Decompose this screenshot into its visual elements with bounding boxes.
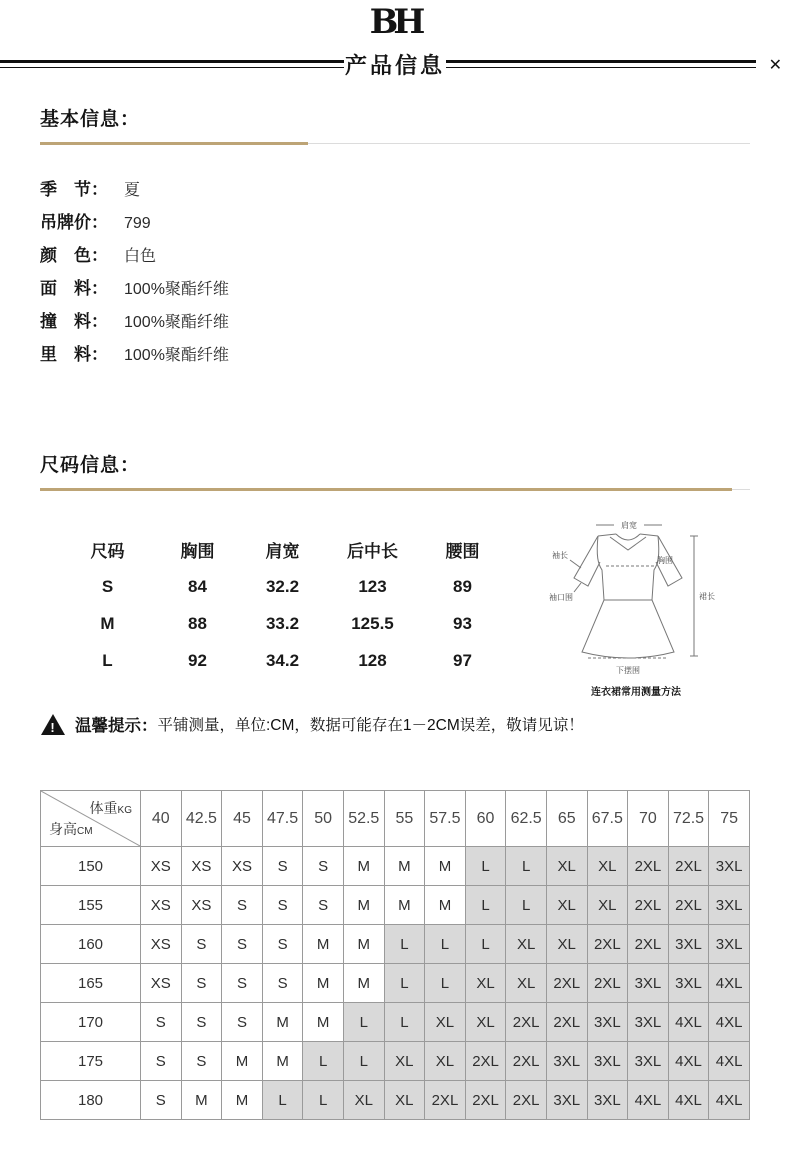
- recommend-size-cell: S: [181, 925, 222, 964]
- info-label: 面 料：: [40, 279, 108, 298]
- weight-header-cell: 72.5: [668, 791, 709, 847]
- height-cell: 155: [41, 886, 141, 925]
- size-cell: L: [102, 650, 113, 670]
- recommend-size-cell: S: [141, 1081, 182, 1120]
- recommend-size-cell: XS: [181, 847, 222, 886]
- recommend-size-cell: XS: [141, 925, 182, 964]
- weight-header-cell: 47.5: [262, 791, 303, 847]
- notice-bar: [40, 712, 584, 736]
- info-value: 799: [124, 215, 151, 232]
- size-cell: 34.2: [265, 650, 300, 670]
- height-cell: 150: [41, 847, 141, 886]
- chart-row: [41, 964, 750, 1003]
- recommend-size-cell: 3XL: [709, 847, 750, 886]
- size-table-body: [60, 568, 505, 679]
- recommend-size-cell: 3XL: [587, 1042, 628, 1081]
- weight-header-cell: 70: [628, 791, 669, 847]
- height-cell: 165: [41, 964, 141, 1003]
- info-label: 季 节：: [40, 180, 108, 199]
- recommend-size-cell: L: [343, 1003, 384, 1042]
- recommend-size-cell: 3XL: [628, 1003, 669, 1042]
- info-value: 白色: [124, 248, 157, 265]
- basic-info-rows: [40, 175, 750, 373]
- weight-header-cell: 60: [465, 791, 506, 847]
- weight-header-cell: 57.5: [425, 791, 466, 847]
- recommend-size-cell: M: [181, 1081, 222, 1120]
- recommend-size-cell: S: [303, 847, 344, 886]
- recommend-size-cell: S: [181, 964, 222, 1003]
- recommend-size-cell: S: [181, 1042, 222, 1081]
- chart-row: [41, 1042, 750, 1081]
- recommend-size-cell: XL: [546, 925, 587, 964]
- recommend-size-cell: L: [506, 886, 547, 925]
- chart-row: [41, 925, 750, 964]
- size-cell: 84: [188, 576, 207, 596]
- cuff-girth-label: 袖口围: [549, 593, 573, 602]
- info-label: 吊牌价：: [40, 213, 108, 232]
- size-table-header-row: [60, 531, 505, 568]
- size-row: [60, 642, 505, 679]
- weight-header-cell: 75: [709, 791, 750, 847]
- size-cell: M: [100, 613, 115, 633]
- chart-corner-cell: [41, 791, 141, 847]
- tan-rule-segment: [40, 488, 732, 491]
- recommend-size-cell: S: [141, 1003, 182, 1042]
- recommend-size-cell: L: [262, 1081, 303, 1120]
- recommend-size-cell: 2XL: [546, 1003, 587, 1042]
- height-cell: 170: [41, 1003, 141, 1042]
- recommend-size-cell: S: [222, 925, 263, 964]
- notice-title: 温馨提示：: [75, 717, 158, 735]
- chart-row: [41, 847, 750, 886]
- recommend-size-cell: 3XL: [628, 1042, 669, 1081]
- recommend-size-cell: XL: [425, 1042, 466, 1081]
- size-col-header: 尺码: [90, 542, 125, 561]
- recommend-size-cell: XL: [546, 886, 587, 925]
- chart-body: [41, 791, 750, 1120]
- chart-row: [41, 1081, 750, 1120]
- diagram-caption: 连衣裙常用测量方法: [591, 687, 681, 698]
- basic-info-section: [40, 104, 750, 373]
- recommend-size-cell: XS: [141, 847, 182, 886]
- recommend-size-cell: XL: [425, 1003, 466, 1042]
- recommend-size-cell: 2XL: [506, 1003, 547, 1042]
- recommend-size-cell: L: [465, 886, 506, 925]
- weight-header-cell: 62.5: [506, 791, 547, 847]
- info-value: 100%聚酯纤维: [124, 347, 229, 364]
- recommend-size-cell: M: [384, 847, 425, 886]
- weight-header-cell: 67.5: [587, 791, 628, 847]
- size-cell: 128: [358, 650, 387, 670]
- recommend-size-cell: XS: [222, 847, 263, 886]
- recommend-size-cell: 4XL: [668, 1081, 709, 1120]
- recommend-size-cell: 3XL: [709, 925, 750, 964]
- recommend-size-cell: L: [506, 847, 547, 886]
- recommend-size-cell: S: [262, 925, 303, 964]
- recommend-size-cell: L: [425, 964, 466, 1003]
- recommend-size-cell: M: [343, 925, 384, 964]
- weight-header-cell: 55: [384, 791, 425, 847]
- weight-header-cell: 42.5: [181, 791, 222, 847]
- recommend-size-cell: M: [262, 1003, 303, 1042]
- recommend-size-cell: S: [222, 964, 263, 1003]
- recommend-size-cell: 4XL: [709, 964, 750, 1003]
- recommend-size-cell: M: [222, 1042, 263, 1081]
- recommend-size-cell: 2XL: [546, 964, 587, 1003]
- recommend-size-cell: L: [465, 925, 506, 964]
- info-row: [40, 340, 750, 373]
- size-table: [60, 531, 505, 679]
- notice-text: 平铺测量，单位:CM，数据可能存在1－2CM误差，敬请见谅！: [157, 717, 584, 734]
- page-title: 产品信息: [344, 53, 445, 78]
- weight-header-cell: 50: [303, 791, 344, 847]
- recommend-size-cell: S: [262, 964, 303, 1003]
- weight-header-cell: 45: [222, 791, 263, 847]
- recommend-size-cell: M: [384, 886, 425, 925]
- recommend-size-cell: XL: [465, 1003, 506, 1042]
- info-label: 颜 色：: [40, 246, 108, 265]
- recommend-size-cell: L: [425, 925, 466, 964]
- recommend-size-cell: XL: [506, 964, 547, 1003]
- recommend-size-cell: XL: [546, 847, 587, 886]
- recommend-size-cell: 3XL: [546, 1042, 587, 1081]
- recommend-size-cell: 3XL: [587, 1081, 628, 1120]
- size-cell: 89: [453, 576, 472, 596]
- size-col-header: 胸围: [180, 542, 215, 561]
- height-axis-label: 身高CM: [49, 821, 93, 837]
- recommend-size-cell: L: [384, 1003, 425, 1042]
- recommend-size-cell: S: [262, 886, 303, 925]
- recommend-size-cell: XS: [181, 886, 222, 925]
- recommend-size-cell: M: [343, 847, 384, 886]
- info-value: 100%聚酯纤维: [124, 314, 229, 331]
- recommend-size-cell: S: [303, 886, 344, 925]
- recommend-size-cell: XL: [384, 1081, 425, 1120]
- chart-header-row: [41, 791, 750, 847]
- recommend-size-cell: 3XL: [546, 1081, 587, 1120]
- height-weight-chart: [40, 790, 750, 1120]
- recommend-size-cell: 2XL: [506, 1081, 547, 1120]
- recommend-size-cell: XL: [343, 1081, 384, 1120]
- recommend-size-cell: L: [384, 925, 425, 964]
- shoulder-width-label: 肩宽: [621, 521, 637, 530]
- size-cell: 93: [453, 613, 472, 633]
- size-cell: 92: [188, 650, 207, 670]
- weight-header-cell: 40: [141, 791, 182, 847]
- recommend-size-cell: M: [222, 1081, 263, 1120]
- recommend-size-cell: 3XL: [628, 964, 669, 1003]
- size-col-header: 腰围: [445, 542, 480, 561]
- recommend-size-cell: M: [343, 886, 384, 925]
- info-label: 撞 料：: [40, 312, 108, 331]
- info-row: [40, 208, 750, 241]
- recommend-size-cell: L: [303, 1042, 344, 1081]
- recommend-size-cell: 2XL: [465, 1042, 506, 1081]
- recommend-size-cell: 2XL: [628, 847, 669, 886]
- weight-header-cell: 52.5: [343, 791, 384, 847]
- recommend-size-cell: 2XL: [425, 1081, 466, 1120]
- recommend-size-cell: 2XL: [587, 925, 628, 964]
- dress-diagram-icon: [548, 516, 724, 676]
- recommend-size-cell: L: [384, 964, 425, 1003]
- tan-rule-segment: [40, 142, 308, 145]
- warning-triangle-icon: !: [40, 713, 67, 736]
- recommend-size-cell: 2XL: [465, 1081, 506, 1120]
- recommend-size-cell: M: [343, 964, 384, 1003]
- size-row: [60, 605, 505, 642]
- recommend-size-cell: 3XL: [587, 1003, 628, 1042]
- info-row: [40, 307, 750, 340]
- chart-row: [41, 1003, 750, 1042]
- end-ornament-icon: ✕: [768, 57, 782, 74]
- brand-logo: BH: [369, 2, 421, 42]
- basic-info-rule: [40, 142, 750, 145]
- info-label: 里 料：: [40, 345, 108, 364]
- recommend-size-cell: S: [222, 1003, 263, 1042]
- recommend-size-cell: S: [181, 1003, 222, 1042]
- height-cell: 175: [41, 1042, 141, 1081]
- recommend-size-cell: M: [425, 886, 466, 925]
- recommend-size-cell: 4XL: [628, 1081, 669, 1120]
- recommend-size-cell: 4XL: [668, 1003, 709, 1042]
- weight-header-cell: 65: [546, 791, 587, 847]
- size-col-header: 后中长: [347, 542, 398, 561]
- info-row: [40, 241, 750, 274]
- size-cell: 125.5: [351, 613, 394, 633]
- recommend-size-cell: 2XL: [668, 847, 709, 886]
- recommend-size-cell: L: [343, 1042, 384, 1081]
- info-value: 100%聚酯纤维: [124, 281, 229, 298]
- recommend-size-cell: 2XL: [628, 925, 669, 964]
- size-cell: 97: [453, 650, 472, 670]
- recommend-size-cell: 2XL: [506, 1042, 547, 1081]
- skirt-length-label: 裙长: [699, 592, 715, 601]
- size-cell: S: [101, 576, 114, 596]
- height-cell: 180: [41, 1081, 141, 1120]
- dress-measurement-diagram: [548, 516, 724, 698]
- info-value: 夏: [124, 182, 141, 199]
- recommend-size-cell: L: [303, 1081, 344, 1120]
- recommend-size-cell: XL: [506, 925, 547, 964]
- bust-label: 胸围: [657, 556, 673, 565]
- chart-row: [41, 886, 750, 925]
- recommend-size-cell: M: [262, 1042, 303, 1081]
- recommend-size-cell: XS: [141, 886, 182, 925]
- info-row: [40, 274, 750, 307]
- recommend-size-cell: M: [425, 847, 466, 886]
- recommend-size-cell: 3XL: [709, 886, 750, 925]
- basic-info-title: 基本信息：: [40, 109, 141, 130]
- info-row: [40, 175, 750, 208]
- recommend-size-cell: 3XL: [668, 964, 709, 1003]
- recommend-size-cell: XL: [384, 1042, 425, 1081]
- recommend-size-cell: 4XL: [709, 1042, 750, 1081]
- size-info-title: 尺码信息：: [40, 455, 141, 476]
- recommend-size-cell: M: [303, 1003, 344, 1042]
- recommend-size-cell: 2XL: [668, 886, 709, 925]
- gray-rule-segment: [732, 489, 750, 490]
- size-info-rule: [40, 488, 750, 491]
- recommend-size-cell: S: [141, 1042, 182, 1081]
- size-cell: 123: [358, 576, 387, 596]
- hem-girth-label: 下摆围: [616, 666, 640, 675]
- recommend-size-cell: S: [222, 886, 263, 925]
- recommend-size-cell: XL: [465, 964, 506, 1003]
- recommend-size-cell: 3XL: [668, 925, 709, 964]
- recommend-size-cell: XL: [587, 886, 628, 925]
- recommend-size-cell: S: [262, 847, 303, 886]
- recommend-size-cell: XL: [587, 847, 628, 886]
- size-col-header: 肩宽: [265, 542, 300, 561]
- height-cell: 160: [41, 925, 141, 964]
- size-cell: 88: [188, 613, 207, 633]
- recommend-size-cell: M: [303, 964, 344, 1003]
- sleeve-length-label: 袖长: [552, 551, 568, 560]
- weight-axis-label: 体重KG: [89, 800, 132, 816]
- size-row: [60, 568, 505, 605]
- recommend-size-cell: M: [303, 925, 344, 964]
- recommend-size-cell: L: [465, 847, 506, 886]
- size-cell: 32.2: [265, 576, 300, 596]
- recommend-size-cell: 4XL: [668, 1042, 709, 1081]
- recommend-size-cell: 4XL: [709, 1081, 750, 1120]
- gray-rule-segment: [308, 143, 750, 144]
- recommend-size-cell: 2XL: [587, 964, 628, 1003]
- recommend-size-cell: 4XL: [709, 1003, 750, 1042]
- recommend-size-cell: XS: [141, 964, 182, 1003]
- recommend-size-cell: 2XL: [628, 886, 669, 925]
- size-cell: 33.2: [265, 613, 300, 633]
